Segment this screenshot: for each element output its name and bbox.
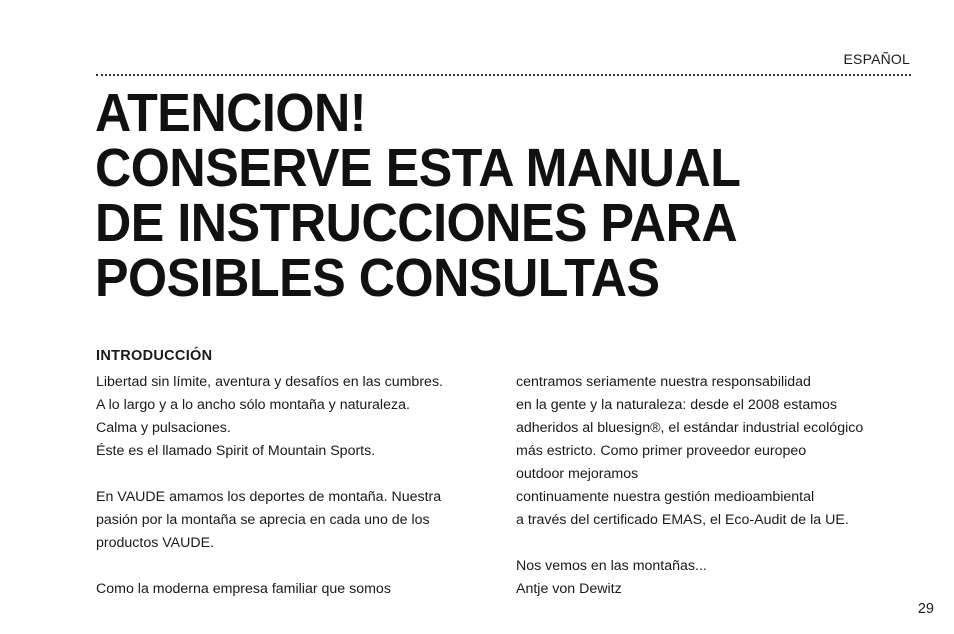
body-line: en la gente y la naturaleza: desde el 2008 estamos: [516, 397, 838, 413]
paragraph-gap: [96, 463, 506, 486]
intro-left-column: [96, 371, 506, 601]
page-headline: [95, 83, 858, 308]
dotted-divider: [96, 74, 911, 76]
body-line: A lo largo y a lo ancho sólo montaña y naturaleza.: [96, 397, 410, 413]
headline-line: CONSERVE ESTA MANUAL: [95, 138, 741, 198]
body-line: outdoor mejoramos: [516, 466, 639, 482]
body-line: Como la moderna empresa familiar que somos: [96, 581, 391, 597]
signature-line: Antje von Dewitz: [516, 581, 622, 597]
body-line: Éste es el llamado Spirit of Mountain Sports.: [96, 443, 376, 459]
intro-right-column: [516, 371, 916, 601]
body-line: Nos vemos en las montañas...: [516, 558, 707, 574]
body-line: a través del certificado EMAS, el Eco-Audit de la UE.: [516, 512, 849, 528]
body-line: Libertad sin límite, aventura y desafíos en las cumbres.: [96, 374, 443, 390]
body-line: pasión por la montaña se aprecia en cada uno de los: [96, 512, 430, 528]
headline-line: DE INSTRUCCIONES PARA: [95, 193, 738, 253]
headline-line: ATENCION!: [95, 83, 367, 143]
headline-line: POSIBLES CONSULTAS: [95, 248, 660, 308]
body-line: En VAUDE amamos los deportes de montaña. Nuestra: [96, 489, 442, 505]
body-line: más estricto. Como primer proveedor europeo: [516, 443, 807, 459]
language-label: ESPAÑOL: [843, 51, 910, 67]
body-line: adheridos al bluesign®, el estándar industrial ecológico: [516, 420, 864, 436]
body-line: Calma y pulsaciones.: [96, 420, 231, 436]
section-title: INTRODUCCIÓN: [96, 348, 213, 364]
page-number: 29: [917, 601, 934, 617]
paragraph-gap: [96, 555, 506, 578]
body-line: centramos seriamente nuestra responsabilidad: [516, 374, 811, 390]
body-line: continuamente nuestra gestión medioambiental: [516, 489, 815, 505]
paragraph-gap: [516, 532, 916, 555]
body-line: productos VAUDE.: [96, 535, 215, 551]
